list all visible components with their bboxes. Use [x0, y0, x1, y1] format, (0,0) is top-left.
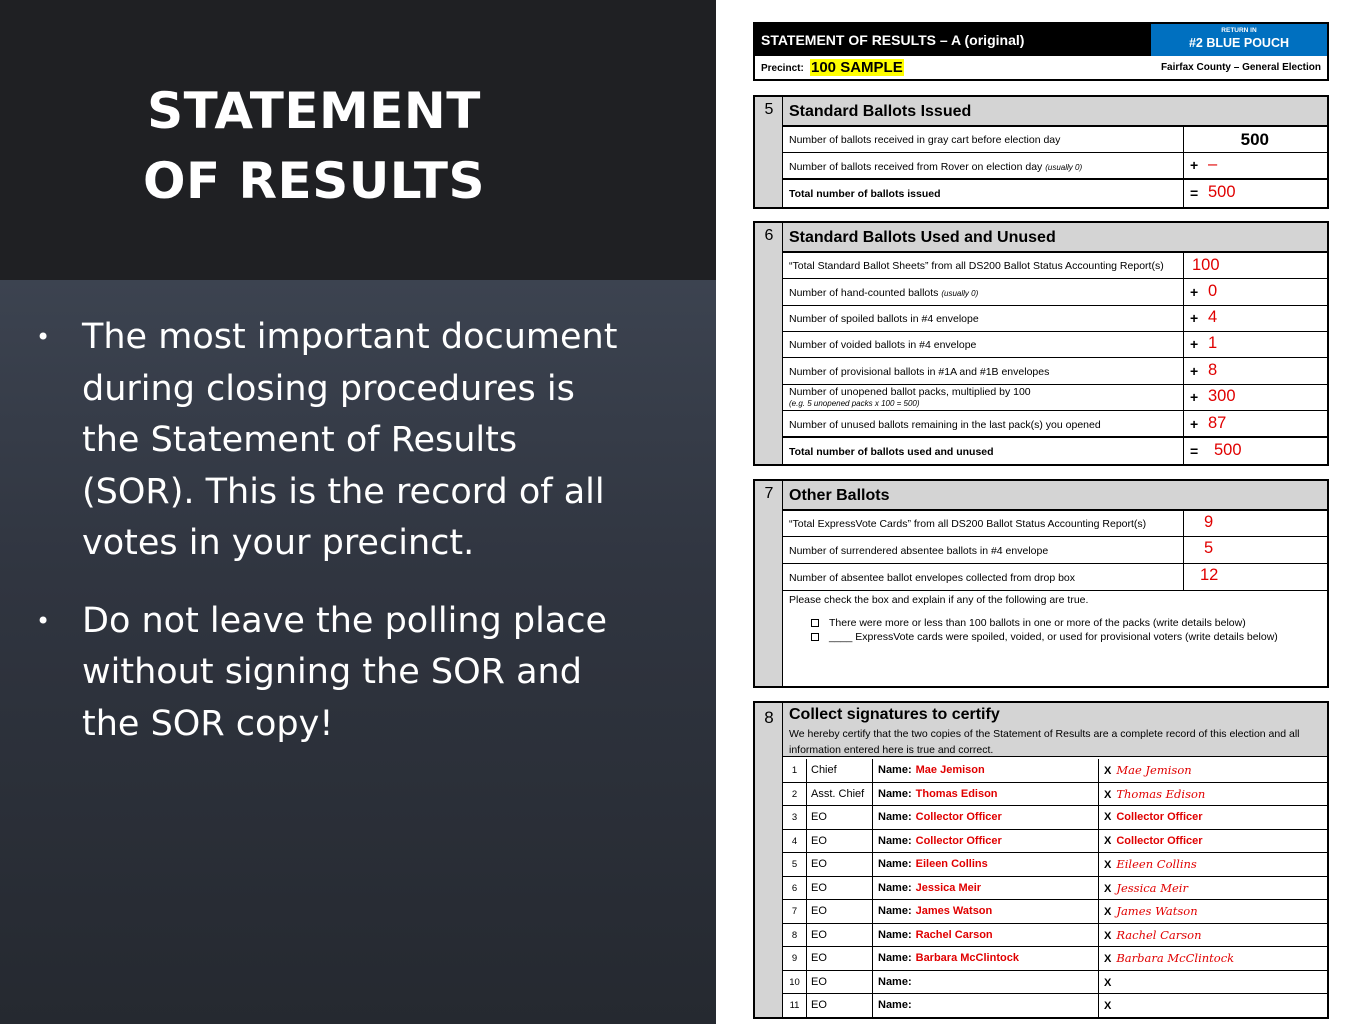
- signer-name: Rachel Carson: [915, 928, 993, 941]
- precinct-value: 100 SAMPLE: [811, 59, 903, 76]
- signature-row: [783, 759, 1327, 783]
- form-header: [753, 22, 1329, 81]
- row-label: “Total ExpressVote Cards” from all DS200 Ballot Status Accounting Report(s): [789, 518, 1147, 530]
- value-cell: [1183, 438, 1327, 464]
- slide-title-line: STATEMENT: [147, 82, 481, 140]
- signature-cell[interactable]: [1099, 994, 1327, 1018]
- return-label: RETURN IN: [1221, 27, 1257, 34]
- form-title: STATEMENT OF RESULTS – A (original): [761, 32, 1025, 48]
- signer-role: EO: [807, 830, 873, 854]
- signer-number: 7: [783, 900, 807, 924]
- signature: Barbara McClintock: [1116, 951, 1235, 965]
- section-8: [753, 701, 1329, 1019]
- signature-mark: X: [1104, 765, 1112, 777]
- operator: +: [1190, 363, 1199, 379]
- signature-cell[interactable]: [1099, 830, 1327, 853]
- slide-title-panel: [0, 0, 716, 280]
- signature-mark: X: [1104, 811, 1112, 823]
- row-label: Total number of ballots issued: [789, 188, 941, 200]
- row-value: 1: [1208, 334, 1218, 352]
- row-value: –: [1208, 155, 1218, 173]
- section-title: Standard Ballots Issued: [789, 103, 972, 120]
- statement-of-results-form: [716, 0, 1365, 1024]
- signature: James Watson: [1116, 904, 1198, 918]
- signature-cell[interactable]: [1099, 783, 1327, 807]
- form-row: [783, 253, 1327, 279]
- signer-name-cell[interactable]: [873, 971, 1099, 995]
- signer-role: EO: [807, 806, 873, 830]
- form-row: [783, 564, 1327, 591]
- row-label-text: Number of ballots received from Rover on election day: [789, 161, 1043, 173]
- section-number: 8: [764, 708, 774, 727]
- name-label: Name:: [878, 928, 912, 941]
- name-label: Name:: [878, 834, 912, 847]
- signer-number: 3: [783, 806, 807, 830]
- form-row: [783, 511, 1327, 537]
- operator: +: [1190, 416, 1199, 432]
- signature-row: [783, 877, 1327, 901]
- form-row: [783, 537, 1327, 564]
- section-number: 5: [764, 101, 774, 118]
- operator: =: [1190, 185, 1199, 201]
- signature-row: [783, 994, 1327, 1018]
- form-row: [783, 180, 1327, 207]
- signer-number: 4: [783, 830, 807, 854]
- form-row: [783, 153, 1327, 180]
- value-cell: [1183, 537, 1327, 564]
- operator: +: [1190, 157, 1199, 173]
- row-label: Number of absentee ballot envelopes collected from drop box: [789, 572, 1076, 584]
- value-cell: [1183, 127, 1327, 153]
- row-label: Number of spoiled ballots in #4 envelope: [789, 313, 979, 325]
- name-label: Name:: [878, 905, 912, 917]
- signature-cell[interactable]: [1099, 759, 1327, 783]
- name-label: Name:: [878, 999, 912, 1011]
- row-note: (usually 0): [1045, 163, 1083, 172]
- signature-mark: X: [1104, 1000, 1112, 1012]
- signer-name: James Watson: [915, 905, 993, 917]
- signer-number: 11: [783, 994, 807, 1019]
- value-cell: [1183, 306, 1327, 332]
- name-label: Name:: [878, 952, 912, 964]
- form-row: [783, 411, 1327, 438]
- name-label: Name:: [878, 787, 912, 800]
- signer-name-cell[interactable]: [873, 877, 1099, 901]
- value-cell: [1183, 358, 1327, 385]
- signature-cell[interactable]: [1099, 877, 1327, 901]
- section-6: [753, 221, 1329, 466]
- name-label: Name:: [878, 881, 912, 894]
- signature-cell[interactable]: [1099, 853, 1327, 877]
- checkbox-item[interactable]: [811, 617, 1246, 629]
- slide-title: [0, 76, 628, 216]
- signer-role: EO: [807, 877, 873, 901]
- signer-number: 10: [783, 971, 807, 995]
- value-cell: [1183, 279, 1327, 306]
- row-value: 4: [1208, 308, 1218, 326]
- row-note: (usually 0): [941, 289, 979, 298]
- signature: Rachel Carson: [1116, 927, 1202, 942]
- value-cell: [1183, 564, 1327, 591]
- checkbox-item[interactable]: [811, 631, 1278, 643]
- form-row: [783, 306, 1327, 332]
- row-value: 12: [1200, 566, 1219, 584]
- signer-role: EO: [807, 994, 873, 1019]
- row-value: 8: [1208, 361, 1218, 379]
- precinct-label: Precinct:: [761, 63, 804, 74]
- form-row: [783, 127, 1327, 153]
- section-header: [783, 223, 1327, 253]
- row-label: Number of voided ballots in #4 envelope: [789, 339, 977, 351]
- signature-mark: X: [1104, 976, 1112, 989]
- section-title: Standard Ballots Used and Unused: [789, 229, 1056, 246]
- section-5: [753, 95, 1329, 209]
- bullet-text: Do not leave the polling place without signing the SOR and the SOR copy!: [82, 600, 608, 744]
- signature-cell[interactable]: [1099, 971, 1327, 995]
- signer-role: EO: [807, 971, 873, 995]
- section-header: [783, 97, 1327, 127]
- row-label: [789, 161, 1082, 173]
- signer-role: EO: [807, 924, 873, 948]
- row-value: 500: [1240, 130, 1269, 149]
- checkbox-label: There were more or less than 100 ballots in one or more of the packs (write details below): [829, 617, 1246, 629]
- value-cell: [1183, 332, 1327, 358]
- row-label: Number of surrendered absentee ballots in #4 envelope: [789, 545, 1049, 557]
- section-title: Other Ballots: [789, 487, 890, 504]
- signature: Collector Officer: [1116, 834, 1203, 847]
- row-label: [789, 387, 1031, 409]
- signer-name-cell[interactable]: [873, 806, 1099, 830]
- signer-number: 2: [783, 783, 807, 807]
- signer-role: Asst. Chief: [807, 783, 873, 807]
- certification-text: We hereby certify that the two copies of the Statement of Results are a complete record of this election and all information entered here is true and correct.: [789, 728, 1300, 756]
- signature-row: [783, 947, 1327, 971]
- signer-name-cell[interactable]: [873, 994, 1099, 1019]
- value-cell: [1183, 253, 1327, 279]
- row-label: “Total Standard Ballot Sheets” from all DS200 Ballot Status Accounting Report(s): [789, 260, 1164, 272]
- operator: +: [1190, 389, 1199, 405]
- operator: =: [1190, 443, 1199, 459]
- signer-name-cell[interactable]: [873, 759, 1099, 783]
- checkbox[interactable]: [811, 619, 819, 627]
- signer-name: Eileen Collins: [915, 858, 988, 870]
- name-label: Name:: [878, 975, 912, 988]
- signer-number: 6: [783, 877, 807, 901]
- form-subheader: [755, 56, 1327, 79]
- value-cell: [1183, 153, 1327, 179]
- signer-name-cell[interactable]: [873, 924, 1099, 948]
- form-row: [783, 438, 1327, 464]
- signer-number: 8: [783, 924, 807, 948]
- section-number-column: [755, 97, 783, 207]
- form-row: [783, 332, 1327, 358]
- county-election: Fairfax County – General Election: [1160, 62, 1321, 73]
- operator: +: [1190, 310, 1199, 326]
- signature-cell[interactable]: [1099, 806, 1327, 829]
- signature-mark: X: [1104, 929, 1112, 942]
- signature-mark: X: [1104, 906, 1112, 918]
- section-title: Collect signatures to certify: [789, 706, 1000, 723]
- signer-number: 5: [783, 853, 807, 877]
- section-header: [783, 481, 1327, 511]
- value-cell: [1183, 511, 1327, 537]
- signer-name-cell[interactable]: [873, 947, 1099, 971]
- signature: Thomas Edison: [1116, 786, 1206, 801]
- row-label: Total number of ballots used and unused: [789, 446, 994, 458]
- value-cell: [1183, 385, 1327, 411]
- bullet-item: [0, 312, 640, 570]
- signer-name-cell[interactable]: [873, 830, 1099, 854]
- signer-name-cell[interactable]: [873, 853, 1099, 877]
- row-label-text: Number of unopened ballot packs, multiplied by 100: [789, 386, 1031, 398]
- section-number: 6: [764, 227, 774, 244]
- row-value: 0: [1208, 282, 1218, 300]
- signer-role: EO: [807, 947, 873, 971]
- value-cell: [1183, 411, 1327, 437]
- row-label: Number of unused ballots remaining in the last pack(s) you opened: [789, 419, 1101, 431]
- signer-number: 1: [783, 759, 807, 783]
- row-note: (e.g. 5 unopened packs x 100 = 500): [789, 399, 920, 408]
- bullet-item: [0, 596, 640, 751]
- signature: Eileen Collins: [1116, 857, 1197, 871]
- section-number-column: [755, 223, 783, 464]
- signature: Mae Jemison: [1116, 763, 1192, 777]
- signer-name: Mae Jemison: [915, 764, 985, 776]
- signer-number: 9: [783, 947, 807, 971]
- signature-cell[interactable]: [1099, 900, 1327, 924]
- section-number-column: [755, 481, 783, 686]
- row-label-text: Number of hand-counted ballots: [789, 287, 939, 299]
- form-row: [783, 385, 1327, 411]
- row-value: 5: [1204, 539, 1214, 557]
- row-value: 9: [1204, 513, 1214, 531]
- operator: +: [1190, 336, 1199, 352]
- row-label: Number of provisional ballots in #1A and #1B envelopes: [789, 366, 1050, 378]
- signature-row: [783, 806, 1327, 830]
- signature-row: [783, 971, 1327, 995]
- signature-row: [783, 924, 1327, 948]
- name-label: Name:: [878, 811, 912, 823]
- slide-title-line: OF RESULTS: [142, 152, 486, 210]
- pouch-label: #2 BLUE POUCH: [1188, 36, 1290, 50]
- section-header: [783, 703, 1327, 757]
- signer-role: EO: [807, 853, 873, 877]
- value-cell: [1183, 180, 1327, 207]
- row-label: [789, 287, 978, 299]
- checkbox-label: ____ ExpressVote cards were spoiled, voided, or used for provisional voters (write details below): [829, 631, 1278, 643]
- signature-row: [783, 830, 1327, 854]
- form-row: [783, 358, 1327, 385]
- section-number: 7: [764, 485, 774, 502]
- section-number-column: [755, 703, 783, 1017]
- signature-row: [783, 783, 1327, 807]
- signer-name: Collector Officer: [915, 834, 1002, 847]
- signer-name: Collector Officer: [915, 811, 1002, 823]
- signature-row: [783, 900, 1327, 924]
- signature: Collector Officer: [1116, 811, 1203, 823]
- bullet-list: [0, 312, 640, 750]
- signature-cell[interactable]: [1099, 947, 1327, 971]
- signer-role: Chief: [807, 759, 873, 783]
- return-pouch-box: [1151, 24, 1327, 56]
- row-value: 500: [1214, 441, 1242, 459]
- signature-mark: X: [1104, 882, 1112, 895]
- form-row: [783, 279, 1327, 306]
- signature-cell[interactable]: [1099, 924, 1327, 948]
- bullet-dot: •: [36, 606, 51, 635]
- signature-mark: X: [1104, 859, 1112, 871]
- row-label: Number of ballots received in gray cart before election day: [789, 134, 1061, 146]
- signer-role: EO: [807, 900, 873, 924]
- check-instructions: Please check the box and explain if any of the following are true.: [789, 594, 1089, 606]
- signer-name-cell[interactable]: [873, 900, 1099, 924]
- signature-mark: X: [1104, 788, 1112, 801]
- bullet-dot: •: [36, 323, 51, 351]
- name-label: Name:: [878, 764, 912, 776]
- row-value: 100: [1192, 256, 1220, 274]
- row-value: 500: [1208, 183, 1236, 201]
- operator: +: [1190, 284, 1199, 300]
- form-header-bar: [755, 24, 1327, 56]
- row-value: 300: [1208, 387, 1236, 405]
- signature-mark: X: [1104, 953, 1112, 965]
- checkbox[interactable]: [811, 633, 819, 641]
- signature-mark: X: [1104, 834, 1112, 847]
- row-value: 87: [1208, 414, 1227, 432]
- name-label: Name:: [878, 858, 912, 870]
- signer-name: Barbara McClintock: [915, 952, 1019, 964]
- signer-name-cell[interactable]: [873, 783, 1099, 807]
- signature: Jessica Meir: [1116, 880, 1188, 895]
- signer-name: Jessica Meir: [915, 881, 982, 894]
- signer-name: Thomas Edison: [915, 787, 998, 800]
- bullet-text: The most important document during closing procedures is the Statement of Results (SOR). This is the record of all votes in your precinct.: [82, 317, 618, 563]
- signature-row: [783, 853, 1327, 877]
- section-7: [753, 479, 1329, 688]
